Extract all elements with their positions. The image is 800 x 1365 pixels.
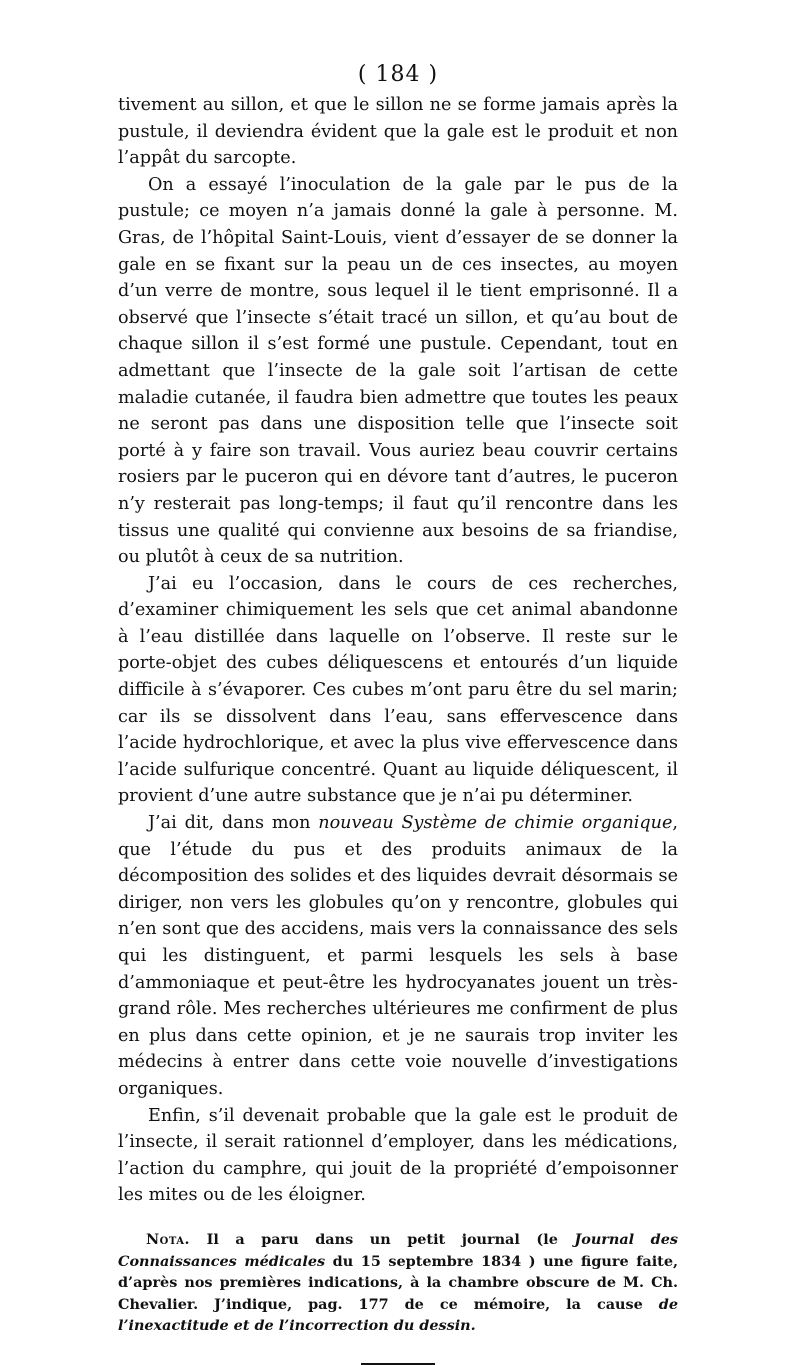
paragraph-3 <box>118 571 678 810</box>
journal-title-italic: Journal des Connaissances médicales <box>118 1230 678 1270</box>
paragraph-text: J’ai eu l’occasion, dans le cours de ces recherches, d’examiner chimiquement les sels que cet animal abandonne à l’eau distillée dans laquelle on l’observe. Il reste sur le porte-objet des cubes déliquescens et entourés d’un liquide difficile à s’évaporer. Ces cubes m’ont paru être du sel marin; car ils se dissolvent dans l’eau, sans effervescence dans l’acide hydrochlorique, et avec la plus vive effervescence dans l’acide sulfurique concentré. Quant au liquide déliquescent, il provient d’une autre substance que je n’ai pu déterminer. <box>118 573 678 807</box>
paragraph-lead: J’ai dit, dans mon <box>148 813 319 834</box>
footnote-label: Nota. <box>146 1230 191 1248</box>
paragraph-rest: , que l’étude du pus et des produits animaux de la décomposition des solides et des liquides devrait désormais se diriger, non vers les globules qu’on y rencontre, globules qui n’en sont que des accidens, mais vers la connaissance des sels qui les distinguent, et parmi lesquels les sels à base d’ammoniaque et peut-être les hydrocyanates jouent un très-grand rôle. Mes recherches ultérieures me confirment de plus en plus dans cette opinion, et je ne saurais trop inviter les médecins à entrer dans cette voie nouvelle d’investigations organiques. <box>118 813 678 1099</box>
book-page <box>118 62 678 1365</box>
footnote-italic-end: de l’inexactitude et de l’incorrection du dessin. <box>118 1295 678 1335</box>
footnote-part1: Il a paru dans un petit journal (le <box>190 1230 575 1248</box>
paragraph-text: tivement au sillon, et que le sillon ne se forme jamais après la pustule, il deviendra évident que la gale est le produit et non l’appât du sarcopte. <box>118 95 678 169</box>
footnote-part2: du 15 septembre 1834 ) une figure faite, d’après nos premières indications, à la chambre obscure de M. Ch. Chevalier. J’indique, pag. 177 de ce mémoire, la cause <box>118 1252 678 1313</box>
paragraph-text <box>118 810 678 1103</box>
paragraph-text: On a essayé l’inoculation de la gale par le pus de la pustule; ce moyen n’a jamais donné la gale à personne. M. Gras, de l’hôpital Saint-Louis, vient d’essayer de se donner la gale en se fixant sur la peau un de ces insectes, au moyen d’un verre de montre, sous lequel il le tient emprisonné. Il a observé que l’insecte s’était tracé un sillon, et qu’au bout de chaque sillon il s’est formé une pustule. Cependant, tout en admettant que l’insecte de la gale soit l’artisan de cette maladie cutanée, il faudra bien admettre que toutes les peaux ne seront pas dans une disposition telle que l’insecte soit porté à y faire son travail. Vous auriez beau couvrir certains rosiers par le puceron qui en dévore tant d’autres, le puceron n’y resterait pas long-temps; il faut qu’il rencontre dans les tissus une qualité qui convienne aux besoins de sa friandise, ou plutôt à ceux de sa nutrition. <box>118 174 678 568</box>
paragraph-2 <box>118 172 678 571</box>
paragraph-4 <box>118 810 678 1103</box>
paragraph-1 <box>118 92 678 172</box>
footnote <box>118 1229 678 1337</box>
page-number: ( 184 ) <box>357 62 439 87</box>
paragraph-5 <box>118 1103 678 1209</box>
paragraph-text: Enfin, s’il devenait probable que la gale est le produit de l’insecte, il serait rationnel d’employer, dans les médications, l’action du camphre, qui jouit de la propriété d’empoisonner les mites ou de les éloigner. <box>118 1105 678 1206</box>
book-title-italic: nouveau Système de chimie organique <box>318 813 673 834</box>
